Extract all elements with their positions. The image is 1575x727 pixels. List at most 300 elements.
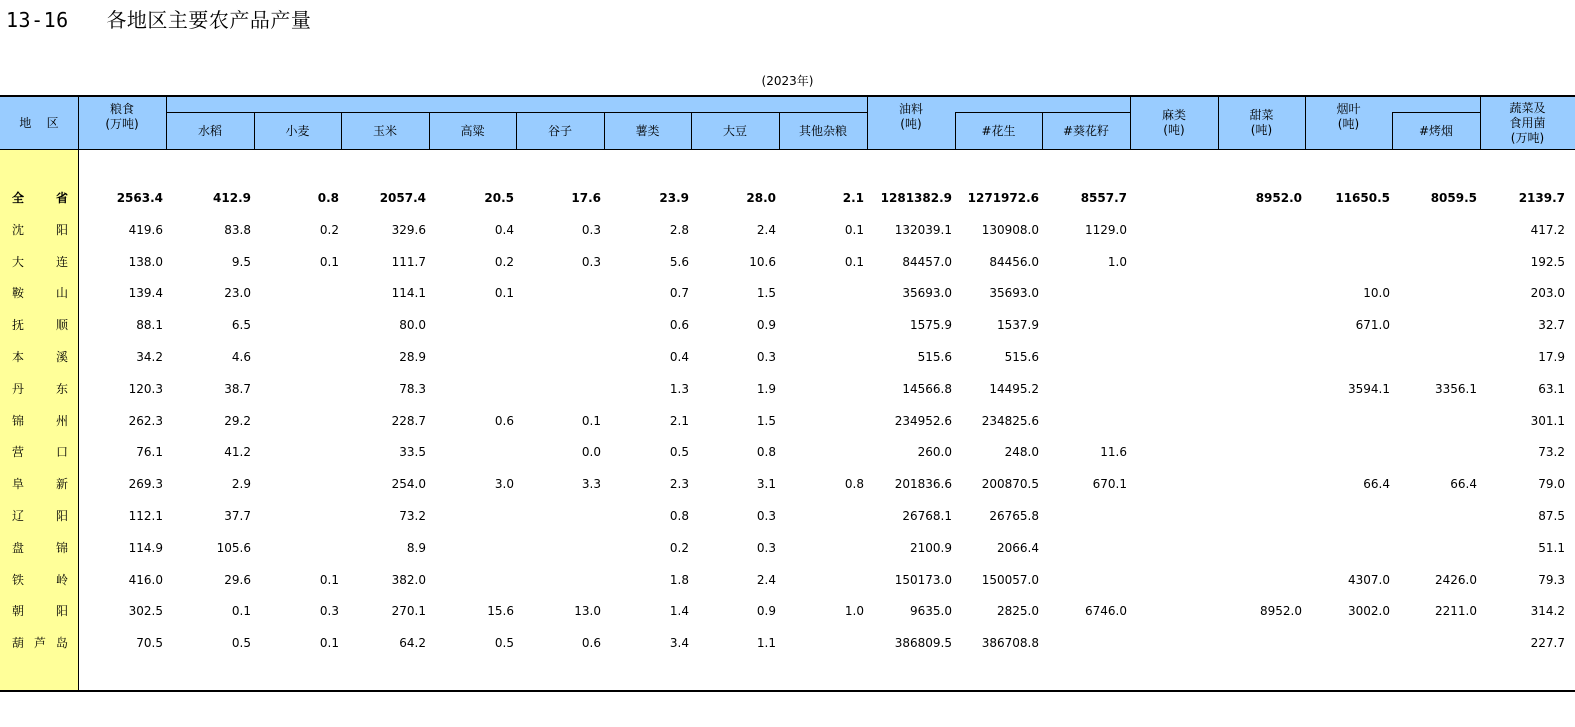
cell: 37.7 [224,509,251,523]
cell: 28.0 [746,191,776,205]
cell: 1271972.6 [967,191,1039,205]
region-name: 抚 顺 [12,318,68,333]
table-bottom-rule [0,690,1575,692]
header-peanut: #花生 [981,124,1016,138]
table-row [0,373,1575,405]
cell [511,373,601,405]
cell: 84457.0 [902,254,952,269]
cell: 0.8 [756,445,776,460]
cell: 262.3 [128,413,163,428]
cell: 302.5 [128,604,163,619]
cell: 8952.0 [1255,191,1302,205]
cell: 0.1 [319,572,339,587]
cell [249,277,339,309]
cell: 111.7 [391,254,426,269]
cell [1125,595,1215,627]
cell [1037,277,1127,309]
cell: 8557.7 [1080,191,1127,205]
cell: 0.2 [669,540,689,555]
cell [1037,341,1127,373]
cell: 9635.0 [910,604,952,619]
cell: 38.7 [224,381,251,396]
cell: 1.9 [756,381,776,396]
cell: 0.0 [581,445,601,460]
cell [1125,468,1215,500]
table-row [0,532,1575,564]
cell: 6.5 [231,318,251,333]
table-row [0,436,1575,468]
cell [424,341,514,373]
cell: 254.0 [391,477,426,492]
cell: 51.1 [1538,540,1565,555]
cell: 228.7 [391,413,426,428]
cell [1212,341,1302,373]
cell: 79.3 [1538,572,1565,587]
cell [1300,500,1390,532]
cell: 4307.0 [1348,572,1390,587]
cell: 35693.0 [989,286,1039,301]
cell: 73.2 [1538,445,1565,460]
cell: 4.6 [231,350,251,364]
cell: 35693.0 [902,286,952,301]
cell [1125,214,1215,246]
cell: 5.6 [669,254,689,269]
cell: 2.8 [669,222,689,237]
cell [774,309,864,341]
cell: 32.7 [1538,318,1565,333]
region-name: 营 口 [12,445,68,460]
cell: 417.2 [1530,222,1565,237]
cell: 2139.7 [1518,191,1565,205]
cell [1212,436,1302,468]
cell [774,564,864,596]
cell: 0.6 [581,636,601,651]
cell: 3356.1 [1435,381,1477,396]
cell [249,309,339,341]
cell: 0.6 [669,318,689,333]
header-rice: 水稻 [197,124,222,138]
cell [424,309,514,341]
header-beet: 甜菜 (吨) [1249,108,1274,137]
cell: 416.0 [128,572,163,587]
cell [1037,564,1127,596]
cell: 419.6 [128,222,163,237]
cell: 17.6 [571,191,601,205]
cell [511,309,601,341]
cell: 1129.0 [1085,222,1127,237]
cell [1300,627,1390,659]
cell [774,277,864,309]
cell: 0.1 [844,222,864,237]
cell [511,341,601,373]
cell [249,341,339,373]
cell: 2.4 [756,572,776,587]
cell: 234825.6 [981,413,1039,428]
cell: 29.6 [224,572,251,587]
cell: 2.4 [756,222,776,237]
cell: 0.2 [319,222,339,237]
table-row [0,214,1575,246]
cell: 0.4 [669,350,689,364]
cell: 66.4 [1363,477,1390,492]
cell [424,436,514,468]
cell: 329.6 [391,222,426,237]
cell: 9.5 [231,254,251,269]
cell: 10.6 [749,254,776,269]
cell: 515.6 [1004,350,1039,364]
cell: 3.0 [494,477,514,492]
cell: 1.0 [844,604,864,619]
cell: 79.0 [1538,477,1565,492]
cell [1212,468,1302,500]
cell: 192.5 [1530,254,1565,269]
cell [1387,341,1477,373]
cell: 6746.0 [1085,604,1127,619]
cell [1125,405,1215,437]
cell: 114.9 [128,540,163,555]
cell: 13.0 [574,604,601,619]
cell: 8952.0 [1260,604,1302,619]
cell [774,373,864,405]
cell: 1.3 [669,381,689,396]
region-name: 本 溪 [12,350,68,364]
cell: 17.9 [1538,350,1565,364]
cell [1125,309,1215,341]
cell [1212,214,1302,246]
table-row [0,246,1575,278]
cell [774,341,864,373]
cell [1125,436,1215,468]
cell [249,468,339,500]
region-name: 辽 阳 [12,509,68,523]
cell: 70.5 [136,636,163,651]
cell: 23.9 [659,191,689,205]
table-row-total [0,182,1575,214]
cell [1125,532,1215,564]
cell [1125,373,1215,405]
cell [1037,532,1127,564]
cell: 11650.5 [1335,191,1390,205]
region-name: 大 连 [12,254,68,269]
cell: 0.5 [494,636,514,651]
cell: 120.3 [128,381,163,396]
cell: 2825.0 [997,604,1039,619]
cell: 671.0 [1355,318,1390,333]
cell [1387,246,1477,278]
cell: 260.0 [917,445,952,460]
page-title: 13-16 各地区主要农产品产量 [6,8,312,32]
cell [511,500,601,532]
cell [511,564,601,596]
cell: 3.4 [669,636,689,651]
cell [1125,277,1215,309]
cell: 0.3 [319,604,339,619]
cell [1387,309,1477,341]
cell: 3002.0 [1348,604,1390,619]
header-oil: 油料 (吨) [898,101,923,131]
cell: 3.1 [756,477,776,492]
region-name: 沈 阳 [12,222,68,237]
table-row [0,564,1575,596]
cell: 201836.6 [894,477,952,492]
cell [1212,564,1302,596]
cell [1387,627,1477,659]
cell [1387,532,1477,564]
cell [1387,500,1477,532]
cell [511,532,601,564]
cell: 0.4 [494,222,514,237]
cell [1300,405,1390,437]
cell: 0.5 [669,445,689,460]
cell: 0.3 [756,540,776,555]
cell: 84456.0 [989,254,1039,269]
header-region: 地 区 [19,115,59,130]
cell: 1.1 [756,636,776,651]
cell: 0.6 [494,413,514,428]
cell: 3594.1 [1348,381,1390,396]
cell [1212,246,1302,278]
cell [424,500,514,532]
cell: 0.3 [756,350,776,364]
cell: 2066.4 [997,540,1039,555]
cell: 1575.9 [910,318,952,333]
header-tobacco: 烟叶 (吨) [1336,101,1361,131]
cell: 0.8 [669,509,689,523]
cell: 11.6 [1100,445,1127,460]
region-name: 鞍 山 [12,286,68,301]
region-name: 铁 岭 [12,572,68,587]
cell: 29.2 [224,413,251,428]
header-other-grain: 其他杂粮 [798,124,847,138]
cell: 386809.5 [894,636,952,651]
cell [1300,214,1390,246]
table-row [0,500,1575,532]
cell: 0.3 [581,222,601,237]
cell: 515.6 [917,350,952,364]
cell: 1281382.9 [880,191,952,205]
cell [1212,627,1302,659]
cell: 150057.0 [981,572,1039,587]
cell: 8.9 [406,540,426,555]
table-row [0,309,1575,341]
cell: 2.1 [842,191,864,205]
region-name: 葫 芦 岛 [12,636,68,651]
cell [1125,341,1215,373]
cell: 14566.8 [902,381,952,396]
cell: 2.3 [669,477,689,492]
cell: 114.1 [391,286,426,301]
cell [249,373,339,405]
cell [774,405,864,437]
cell: 20.5 [484,191,514,205]
cell: 23.0 [224,286,251,301]
cell [1212,405,1302,437]
header-hemp: 麻类 (吨) [1161,108,1186,137]
cell [1125,500,1215,532]
cell [1125,627,1215,659]
cell [1300,436,1390,468]
cell [249,500,339,532]
cell [1300,246,1390,278]
cell: 0.8 [844,477,864,492]
cell: 1.8 [669,572,689,587]
cell [1300,341,1390,373]
region-name: 朝 阳 [12,604,68,619]
table-row [0,468,1575,500]
header-sorghum: 高粱 [460,124,485,138]
cell [1387,214,1477,246]
cell: 63.1 [1538,381,1565,396]
cell: 8059.5 [1430,191,1477,205]
cell [1125,564,1215,596]
cell: 26765.8 [989,509,1039,523]
cell: 0.1 [231,604,251,619]
cell: 15.6 [487,604,514,619]
table-row [0,277,1575,309]
cell: 1.5 [756,413,776,428]
cell [774,436,864,468]
cell: 386708.8 [981,636,1039,651]
cell: 76.1 [136,445,163,460]
cell [1212,500,1302,532]
cell: 1.5 [756,286,776,301]
cell: 270.1 [391,604,426,619]
cell: 1537.9 [997,318,1039,333]
cell: 34.2 [136,350,163,364]
cell: 138.0 [128,254,163,269]
region-name: 丹 东 [12,381,68,396]
region-name: 锦 州 [12,413,68,428]
cell: 670.1 [1092,477,1127,492]
cell [511,277,601,309]
region-name: 全 省 [12,191,68,205]
cell: 2211.0 [1435,604,1477,619]
cell: 301.1 [1530,413,1565,428]
cell: 0.7 [669,286,689,301]
cell [1387,277,1477,309]
cell [1387,405,1477,437]
cell: 227.7 [1530,636,1565,651]
cell [1300,532,1390,564]
cell [1037,627,1127,659]
header-corn: 玉米 [372,124,397,138]
cell [1212,532,1302,564]
header-tuber: 薯类 [635,124,660,138]
cell: 0.8 [317,191,339,205]
cell: 83.8 [224,222,251,237]
cell: 412.9 [213,191,251,205]
cell: 2.9 [231,477,251,492]
cell: 382.0 [391,572,426,587]
header-veg: 蔬菜及 食用菌 (万吨) [1509,100,1546,145]
cell [249,405,339,437]
header-soybean: 大豆 [722,124,747,138]
cell: 14495.2 [989,381,1039,396]
cell: 314.2 [1530,604,1565,619]
header-millet: 谷子 [547,124,572,138]
cell: 0.1 [494,286,514,301]
cell: 248.0 [1004,445,1039,460]
cell [774,532,864,564]
cell: 1.0 [1107,254,1127,269]
cell: 2100.9 [910,540,952,555]
cell: 80.0 [399,318,426,333]
cell: 33.5 [399,445,426,460]
cell: 132039.1 [894,222,952,237]
header-wheat: 小麦 [285,124,310,138]
cell [1037,500,1127,532]
cell: 0.1 [319,254,339,269]
cell: 0.9 [756,604,776,619]
cell: 28.9 [399,350,426,364]
cell [424,564,514,596]
cell: 0.5 [231,636,251,651]
cell [1037,373,1127,405]
cell: 0.3 [756,509,776,523]
cell: 2057.4 [379,191,426,205]
table-row [0,595,1575,627]
table-row [0,405,1575,437]
cell: 3.3 [581,477,601,492]
cell [1125,182,1215,214]
cell: 10.0 [1363,286,1390,301]
header-sunflower: #葵花籽 [1062,124,1110,138]
cell [249,532,339,564]
region-name: 盘 锦 [12,540,68,555]
cell: 150173.0 [894,572,952,587]
cell [1037,309,1127,341]
cell: 0.9 [756,318,776,333]
region-name: 阜 新 [12,477,68,492]
cell: 78.3 [399,381,426,396]
cell: 41.2 [224,445,251,460]
cell: 26768.1 [902,509,952,523]
cell: 2426.0 [1435,572,1477,587]
cell [1037,405,1127,437]
cell: 0.2 [494,254,514,269]
cell: 0.1 [844,254,864,269]
cell: 66.4 [1450,477,1477,492]
cell: 2.1 [669,413,689,428]
cell: 2563.4 [116,191,163,205]
cell: 73.2 [399,509,426,523]
cell [1212,277,1302,309]
cell [1387,436,1477,468]
cell: 87.5 [1538,509,1565,523]
year-label: (2023年) [761,74,814,88]
cell [774,500,864,532]
table-row [0,627,1575,659]
cell: 130908.0 [981,222,1039,237]
cell: 0.1 [319,636,339,651]
header-grain: 粮食 (万吨) [105,101,139,131]
cell: 88.1 [136,318,163,333]
cell [774,627,864,659]
cell [1212,309,1302,341]
cell [1125,246,1215,278]
cell: 64.2 [399,636,426,651]
cell [424,373,514,405]
cell: 269.3 [128,477,163,492]
cell: 234952.6 [894,413,952,428]
cell [1212,373,1302,405]
cell: 112.1 [128,509,163,523]
cell: 105.6 [216,540,251,555]
cell: 0.1 [581,413,601,428]
cell: 200870.5 [981,477,1039,492]
cell: 0.3 [581,254,601,269]
cell: 203.0 [1530,286,1565,301]
